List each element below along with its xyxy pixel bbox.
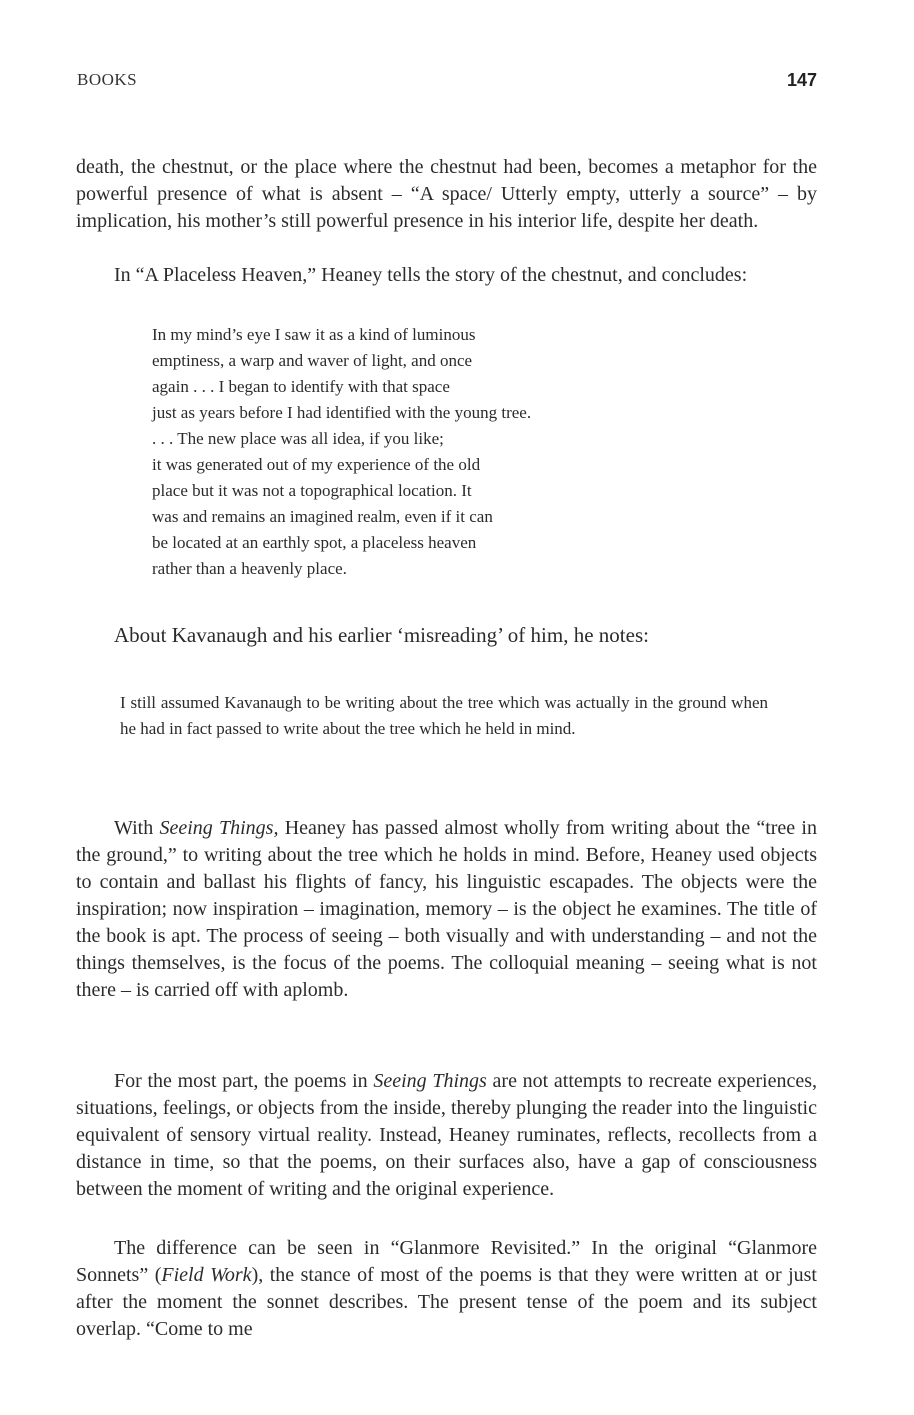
quote-line: it was generated out of my experience of the old <box>152 455 481 474</box>
page-number: 147 <box>786 70 817 90</box>
book-title: Seeing Things <box>373 1070 487 1092</box>
section-name: BOOKS <box>77 70 138 89</box>
text-segment: With <box>114 817 160 839</box>
text-segment: are not attempts to recreate experiences, situations, feelings, or objects from the inside, thereby plunging the reader into the linguistic equivalent of sensory virtual reality. Instead, Heaney ruminates, reflects, recollects from a distance in time, so that the poems, on their surfaces also, have a gap of consciousness between the moment of writing and the original experience. <box>76 1070 817 1200</box>
book-title: Field Work <box>161 1264 252 1286</box>
running-head <box>77 70 817 96</box>
quote-line: emptiness, a warp and waver of light, and once <box>152 351 473 370</box>
block-quote-placeless-heaven <box>152 322 531 582</box>
paragraph-kavanaugh-intro: About Kavanaugh and his earlier ‘misreading’ of him, he notes: <box>114 623 649 647</box>
text-segment: The difference can be seen in “Glanmore Revisited.” In the original “Glanmore Sonnets” ( <box>76 1237 817 1286</box>
quote-line: again . . . I began to identify with that space <box>152 377 450 396</box>
quote-line: rather than a heavenly place. <box>152 559 347 578</box>
text-segment: ), the stance of most of the poems is that they were written at or just after the moment the sonnet describes. The present tense of the poem and its subject overlap. “Come to me <box>76 1264 817 1340</box>
paragraph-most-part <box>76 1068 817 1203</box>
paragraph-seeing-things <box>76 815 817 1004</box>
prose-quote-kavanaugh: I still assumed Kavanaugh to be writing about the tree which was actually in the ground when he had in fact passed to write about the tree which he held in mind. <box>120 693 768 738</box>
text-segment: Heaney has passed almost wholly from writing about the “tree in the ground,” to writing about the tree which he holds in mind. Before, Heaney used objects to contain and ballast his flights of fancy, his linguistic escapades. The objects were the inspiration; now inspiration – imagination, memory – is the object he examines. The title of the book is apt. The process of seeing – both visually and with understanding – and not the things themselves, is the focus of the poems. The colloquial meaning – seeing what is not there – is carried off with aplomb. <box>76 817 817 1001</box>
quote-line: . . . The new place was all idea, if you like; <box>152 429 444 448</box>
quote-line: be located at an earthly spot, a placeless heaven <box>152 533 477 552</box>
paragraph-placeless-heaven: In “A Placeless Heaven,” Heaney tells the story of the chestnut, and concludes: <box>114 264 748 286</box>
text-segment: For the most part, the poems in <box>114 1070 374 1092</box>
quote-line: In my mind’s eye I saw it as a kind of luminous <box>152 325 476 344</box>
quote-line: was and remains an imagined realm, even if it can <box>152 507 493 526</box>
paragraph-glanmore <box>76 1235 817 1343</box>
quote-line: just as years before I had identified with the young tree. <box>152 403 532 422</box>
book-title: Seeing Things, <box>159 817 279 839</box>
quote-line: place but it was not a topographical location. It <box>152 481 472 500</box>
paragraph-continuation: death, the chestnut, or the place where the chestnut had been, becomes a metaphor for the powerful presence of what is absent – “A space/ Utterly empty, utterly a source” – by implication, his mother’s still powerful presence in his interior life, despite her death. <box>76 156 817 232</box>
